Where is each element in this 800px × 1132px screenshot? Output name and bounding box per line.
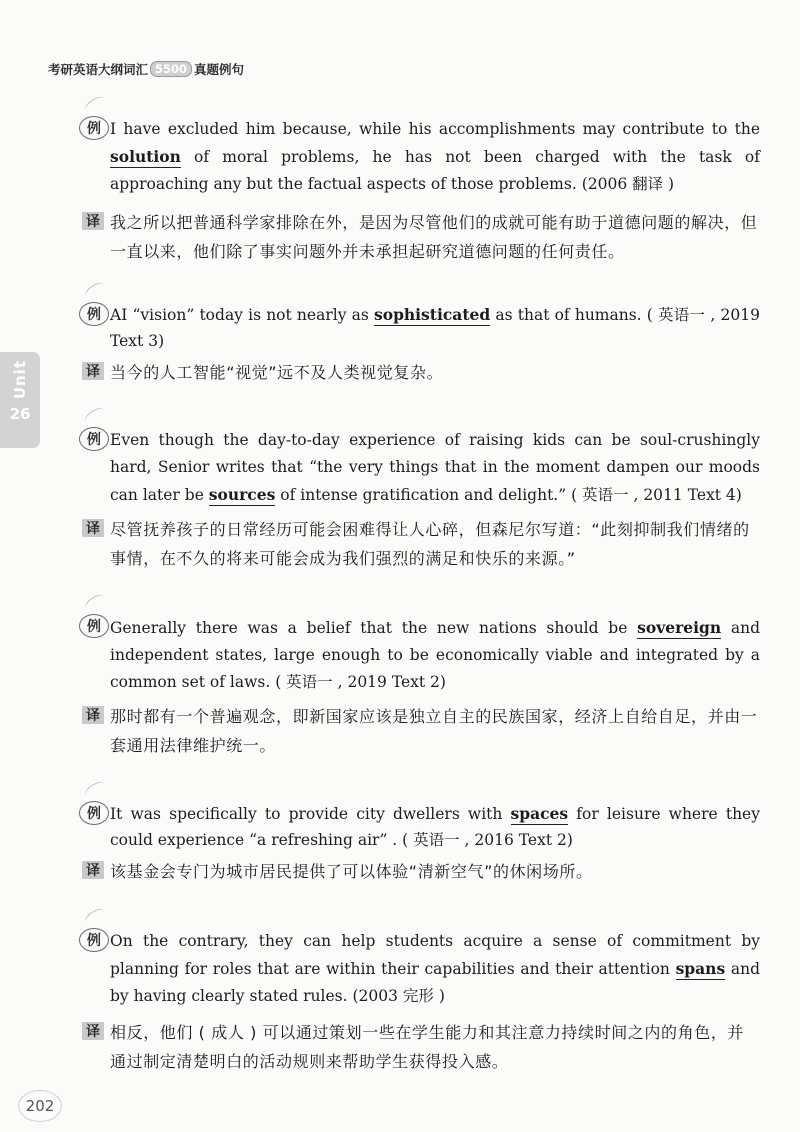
example-marker: 例 [70,800,110,830]
unit-number: 26 [9,405,31,424]
translation-text: 那时都有一个普遍观念，即新国家应该是独立自主的民族国家，经济上自给自足，并由一套通用法律维护统一。 [110,707,758,755]
translation-text: 当今的人工智能“视觉”远不及人类视觉复杂。 [110,363,444,382]
translation-marker: 译 [70,208,110,232]
example-entry-2 [70,301,760,387]
header-suffix: 真题例句 [194,62,245,77]
translation-marker: 译 [70,857,110,881]
example-entry-6 [70,927,760,1076]
example-sentence: It was specifically to provide city dwellers with spaces for leisure where they could experience “a refreshing air” . ( 英语一 , 2016 Text 2) [110,804,760,849]
example-marker: 例 [70,927,110,957]
example-sentence: AI “vision” today is not nearly as sophisticated as that of humans. ( 英语一 , 2019 Text 3) [110,305,760,350]
keyword: solution [110,147,181,166]
keyword: sources [208,485,276,504]
leaf-icon [83,592,107,613]
example-sentence: I have excluded him because, while his accomplishments may contribute to the solution of moral problems, he has not been charged with the task of approaching any but the factual aspects of those problems. (2006 翻译 ) [110,120,760,193]
page-number: 202 [18,1090,62,1122]
translation-text: 该基金会专门为城市居民提供了可以体验“清新空气”的休闲场所。 [110,862,593,881]
unit-label: Unit [11,360,29,400]
leaf-icon [83,280,107,301]
translation-text: 尽管抚养孩子的日常经历可能会困难得让人心碎，但森尼尔写道：“此刻抑制我们情绪的事情，在不久的将来可能会成为我们强烈的满足和快乐的来源。” [110,520,750,568]
keyword: sophisticated [374,305,491,324]
header-prefix: 考研英语大纲词汇 [48,62,149,77]
translation-marker: 译 [70,1018,110,1042]
translation-text: 我之所以把普通科学家排除在外，是因为尽管他们的成就可能有助于道德问题的解决，但一直以来，他们除了事实问题外并未承担起研究道德问题的任何责任。 [110,213,758,261]
leaf-icon [83,405,107,426]
translation-marker: 译 [70,358,110,382]
leaf-icon [83,94,107,115]
translation-text: 相反，他们 ( 成人 ) 可以通过策划一些在学生能力和其注意力持续时间之内的角色，并通过制定清楚明白的活动规则来帮助学生获得投入感。 [110,1023,745,1071]
keyword: spans [675,959,726,978]
example-marker: 例 [70,115,110,145]
example-marker: 例 [70,301,110,331]
keyword: sovereign [637,618,722,637]
running-header [48,60,244,78]
translation-marker: 译 [70,515,110,539]
leaf-icon [83,779,107,800]
example-sentence: On the contrary, they can help students acquire a sense of commitment by planning for roles that are within their capabilities and their attention spans and by having clearly stated rules. (2003 完形 ) [110,932,760,1005]
example-entry-3 [70,426,760,573]
header-badge: 5500 [150,61,192,77]
example-marker: 例 [70,426,110,456]
unit-side-tab [0,352,40,448]
example-marker: 例 [70,613,110,643]
example-entry-1 [70,115,760,266]
example-sentence: Even though the day-to-day experience of raising kids can be soul-crushingly hard, Senior writes that “the very things that in the moment dampen our moods can later be sources of intense gratification and delight.” ( 英语一 , 2011 Text 4) [110,431,760,504]
translation-marker: 译 [70,702,110,726]
leaf-icon [83,906,107,927]
example-sentence: Generally there was a belief that the new nations should be sovereign and independent states, large enough to be economically viable and integrated by a common set of laws. ( 英语一 , 2019 Text 2) [110,618,760,691]
example-entry-4 [70,613,760,760]
example-entry-5 [70,800,760,886]
keyword: spaces [510,804,569,823]
